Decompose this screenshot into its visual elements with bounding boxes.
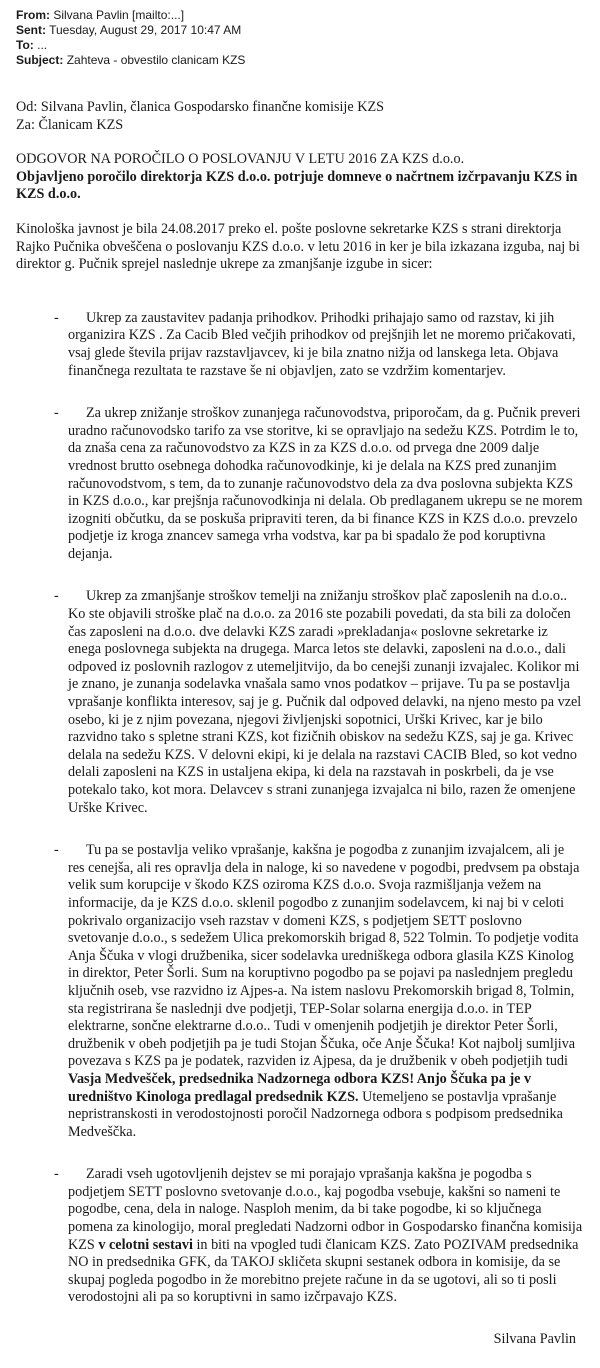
list-item-contract xyxy=(54,842,584,1141)
intro-paragraph: Kinološka javnost je bila 24.08.2017 preko el. pošte poslovne sekretarke KZS s strani direktorja Rajko Pučnika obveščena o poslovanju KZS d.o.o. v letu 2016 in ker je bila izkazana izguba, naj bi direktor g. Pučnik sprejel naslednje ukrepe za zmanjšanje izgube in sicer: xyxy=(16,220,580,273)
subject-value: Zahteva - obvestilo clanicam KZS xyxy=(66,53,246,67)
from-value: Silvana Pavlin [mailto:...] xyxy=(53,8,185,22)
bold-emphasis: Vasja Medvešček, predsednika Nadzornega odbora KZS! Anjo Ščuka pa je v uredništvo Kinologa predlagal predsednik KZS. xyxy=(68,1070,532,1105)
list-item-demand xyxy=(54,1166,584,1307)
dash-bullet: - xyxy=(54,842,59,859)
recipient-line: Za: Članicam KZS xyxy=(16,116,124,133)
dash-bullet: - xyxy=(54,1166,59,1183)
from-label: From: xyxy=(16,8,50,22)
subject-row xyxy=(16,53,584,68)
list-item-accounting xyxy=(54,405,584,563)
to-row xyxy=(16,38,584,53)
paragraph-text: Utemeljeno se postavlja vprašanje nepristranskosti in verodostojnosti poročil Nadzornega odbora s podpisom predsednika Medveščka. xyxy=(68,1088,563,1140)
paragraph-text: Za ukrep znižanje stroškov zunanjega računovodstva, priporočam, da g. Pučnik preveri uradno računovodsko tarifo za vse storitve, ki se opravljajo na sedežu KZS. Potrdim le to, da znaša cena za računovodstvo za KZS in za KZS d.o.o. od prvega dne 2009 dalje vrednost brutto osebnega dohodka računovodkinje, ki je delala na KZS pred zunanjim računovodstvom, s tem, da to zunanje računovodstvo dela za dva poslovna subjekta KZS in KZS d.o.o., kar prejšnja računovodkinja ni delala. Ob predlaganem ukrepu se ne morem izogniti občutku, da se poskuša pripraviti teren, da bi finance KZS in KZS d.o.o. prevzelo podjetje iz kroga znancev samega vrha vodstva, kar pa bi spadalo že pod koruptivna dejanja. xyxy=(68,405,583,562)
letter-title: ODGOVOR NA POROČILO O POSLOVANJU V LETU 2016 ZA KZS d.o.o. xyxy=(16,151,465,168)
paragraph-text: Tu pa se postavlja veliko vprašanje, kakšna je pogodba z zunanjim izvajalcem, ali je res cenejša, ali res opravlja dela in naloge, ki so navedene v pogodbi, predvsem pa obstaja velik sum korupcije v škodo KZS oziroma KZS d.o.o. Svoja razmišljanja vežem na informacije, da je KZS d.o.o. sklenil pogodbo z zunanjim sodelavcem, ki naj bi v celoti pokrivalo organizacijo vseh razstav v domeni KZS, s podjetjem SETT poslovno svetovanje d.o.o., s sedežem Ulica prekomorskih brigad 8, 522 Tolmin. To podjetje vodita Anja Ščuka v vlogi družbenika, sicer sodelavka uredniškega odbora glasila KZS Kinolog in direktor, Peter Šorli. Sum na koruptivno pogodbo pa se pojavi pa naslednjem pregledu ključnih oseb, vse razvidno iz Ajpes-a. Na istem naslovu Prekomorskih brigad 8, Tolmin, sta registrirana še naslednji dve podjetji, TEP-Solar solarna energija d.o.o. in TEP elektrarne, sončne elektrarne d.o.o.. Tudi v omenjenih podjetjih je direktor Peter Šorli, družbenik v obeh podjetjih pa je tudi Stojan Ščuka, oče Anje Ščuka! Kot najbolj sumljiva povezava s KZS pa je podatek, razviden iz Ajpesa, da je družbenik v obeh podjetjih tudi xyxy=(68,842,580,1070)
letter-headline: Objavljeno poročilo direktorja KZS d.o.o. potrjuje domneve o načrtnem izčrpavanju KZS in KZS d.o.o. xyxy=(16,168,578,203)
sent-value: Tuesday, August 29, 2017 10:47 AM xyxy=(49,23,242,37)
email-body xyxy=(16,68,584,1349)
paragraph-text: in biti na vpogled tudi članicam KZS. Zato POZIVAM predsednika NO in predsednika GFK, da TAKOJ skličeta skupni sestanek odbora in komisije, da se skupaj pogleda pogodbo in že morebitno prejete račune in da se ugotovi, ali so ti posli verodostojni ali pa so koruptivni in samo izčrpavajo KZS. xyxy=(68,1236,579,1306)
list-item-revenue xyxy=(54,309,584,380)
list-item-salaries xyxy=(54,588,584,817)
bold-emphasis: v celotni sestavi xyxy=(98,1236,193,1253)
signature: Silvana Pavlin xyxy=(493,1331,576,1348)
dash-bullet: - xyxy=(54,405,59,422)
paragraph-text: Ukrep za zaustavitev padanja prihodkov. Prihodki prihajajo samo od razstav, ki jih organizira KZS . Za Cacib Bled večjih prihodkov od prejšnjih let ne moremo pričakovati, vsaj glede števila prijav razstavljavcev, ki je bila znatno nižja od lanskega leta. Objava finančnega rezultata te razstave še ni objavljen, zato se vzdržim komentarjev. xyxy=(68,309,576,379)
sender-line: Od: Silvana Pavlin, članica Gospodarsko finančne komisije KZS xyxy=(16,99,385,115)
paragraph-text: Zaradi vseh ugotovljenih dejstev se mi porajajo vprašanja kakšna je pogodba s podjetjem SETT poslovno svetovanje d.o.o., kaj pogodba vsebuje, kakšni so nameni te pogodbe, cena, dela in naloge. Nasploh menim, da bi take pogodbe, ki so ključnega pomena za kinologijo, moral pregledati Nadzorni odbor in Gospodarsko finančna komisija KZS xyxy=(68,1166,583,1253)
sent-label: Sent: xyxy=(16,23,46,37)
from-row xyxy=(16,8,584,23)
email-header xyxy=(16,8,584,68)
to-value: ... xyxy=(37,38,48,52)
subject-label: Subject: xyxy=(16,53,64,67)
to-label: To: xyxy=(16,38,34,52)
dash-bullet: - xyxy=(54,588,59,605)
dash-bullet: - xyxy=(54,309,59,326)
sent-row xyxy=(16,23,584,38)
paragraph-text: Ukrep za zmanjšanje stroškov temelji na znižanju stroškov plač zaposlenih na d.o.o.. Ko ste objavili stroške plač na d.o.o. za 2016 ste pozabili povedati, da sta bili za določen čas zaposleni na d.o.o. dve delavki KZS zaradi »prekladanja« poslovne sekretarke iz enega poslovnega subjekta na drugega. Marca letos ste delavki, zaposleni na d.o.o., dali odpoved iz poslovnih razlogov z utemeljitvijo, da bo cenejši zunanji izvajalec. Kolikor mi je znano, je zunanja sodelavka vnašala samo vnos podatkov – prijave. Tu pa se postavlja vprašanje konflikta interesov, saj je g. Pučnik dal odpoved delavki, na njeno mesto pa vzel osebo, ki je z njim povezana, njegovi življenjski sopotnici, Urški Krivec, kar je bilo razvidno tako s spletne strani KZS, kot fizičnih obiskov na sedežu KZS, saj je ga. Krivec delala na sedežu KZS. V delovni ekipi, ki je delala na razstavi CACIB Bled, so kot vedno delali zaposleni na KZS in ustaljena ekipa, ki dela na razstavah in poskrbeli, da je vse potekalo tako, kot mora. Delavcev s strani zunanjega izvajalca ni bilo, razen že omenjene Urške Krivec. xyxy=(68,588,582,816)
